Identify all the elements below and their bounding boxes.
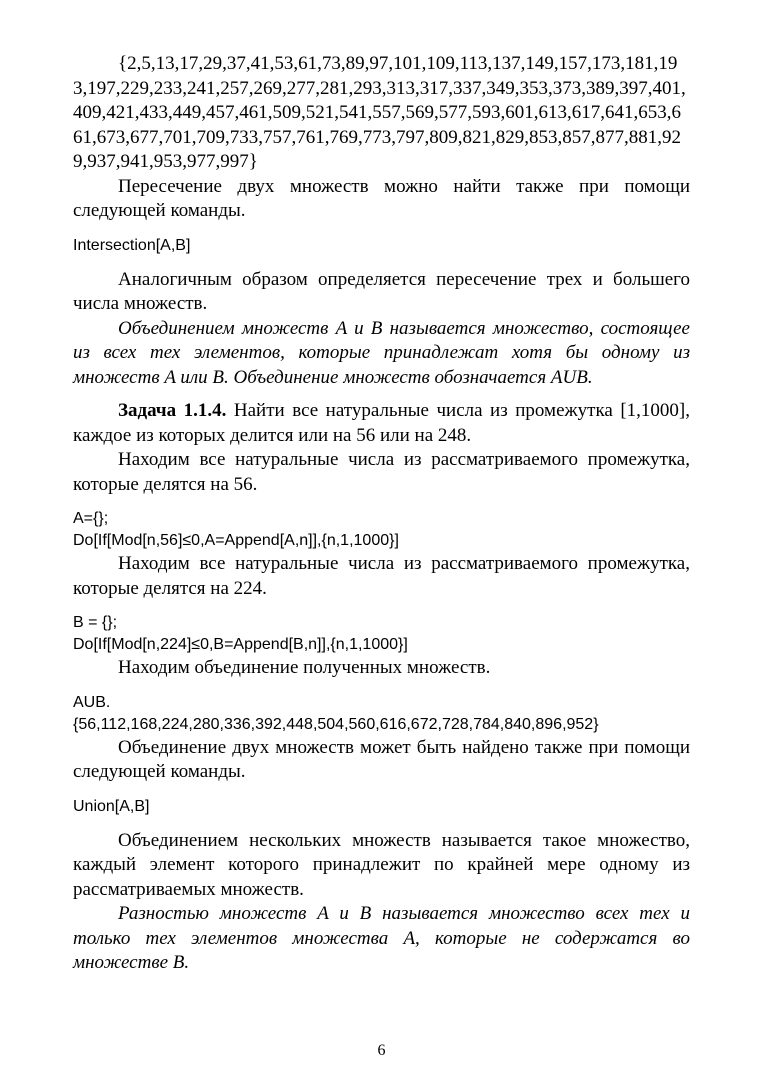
page-content [73,52,690,976]
code-a-loop: Do[If[Mod[n,56]≤0,A=Append[A,n]],{n,1,1000}] [73,532,399,549]
set-result-text: {2,5,13,17,29,37,41,53,61,73,89,97,101,109,113,137,149,157,173,181,193,197,229,233,241,257,269,277,281,293,313,317,337,349,353,373,389,397,401,409,421,433,449,457,461,509,521,541,557,569,577,593,601,613,617,641,653,661,673,677,701,709,733,757,761,769,773,797,809,821,829,853,857,877,881,929,937,941,953,977,997} [73,53,686,172]
paragraph-intersection-command: Пересечение двух множеств можно найти также при помощи следующей команды. [73,175,690,221]
paragraph-find-224: Находим все натуральные числа из рассматриваемого промежутка, которые делятся на 224. [73,553,690,599]
code-union-result: {56,112,168,224,280,336,392,448,504,560,616,672,728,784,840,896,952} [73,715,599,733]
paragraph-find-union: Находим объединение полученных множеств. [118,657,491,678]
task-label: Задача 1.1.4. [118,400,227,421]
page-number: 6 [377,1042,386,1059]
paragraph-union-command: Объединение двух множеств может быть найдено также при помощи следующей команды. [73,736,690,782]
paragraph-analogous: Аналогичным образом определяется пересечение трех и большего числа множеств. [73,268,690,314]
task-paragraph [73,399,690,448]
code-union-command: Union[A,B] [73,797,150,815]
paragraph-find-56: Находим все натуральные числа из рассматриваемого промежутка, которые делятся на 56. [73,449,690,495]
code-a-init: A={}; [73,510,109,527]
definition-union: Объединением множеств A и B называется множество, состоящее из всех тех элементов, которые принадлежат хотя бы одному из множеств A или B. Объединение множеств обозначается AUB. [73,317,690,388]
code-b-init: B = {}; [73,614,118,631]
code-intersection: Intersection[A,B] [73,236,191,254]
task-text: Найти все натуральные числа из промежутка [1,1000], каждое из которых делится или на 56 или на 248. [73,400,690,446]
code-union-expr: AUB. [73,693,111,711]
paragraph-union-many: Объединением нескольких множеств называется такое множество, каждый элемент которого принадлежит по крайней мере одному из рассматриваемых множеств. [73,829,690,900]
definition-difference: Разностью множеств A и B называется множество всех тех и только тех элементов множества A, которые не содержатся во множестве B. [73,903,690,973]
code-b-loop: Do[If[Mod[n,224]≤0,B=Append[B,n]],{n,1,1000}] [73,636,408,653]
